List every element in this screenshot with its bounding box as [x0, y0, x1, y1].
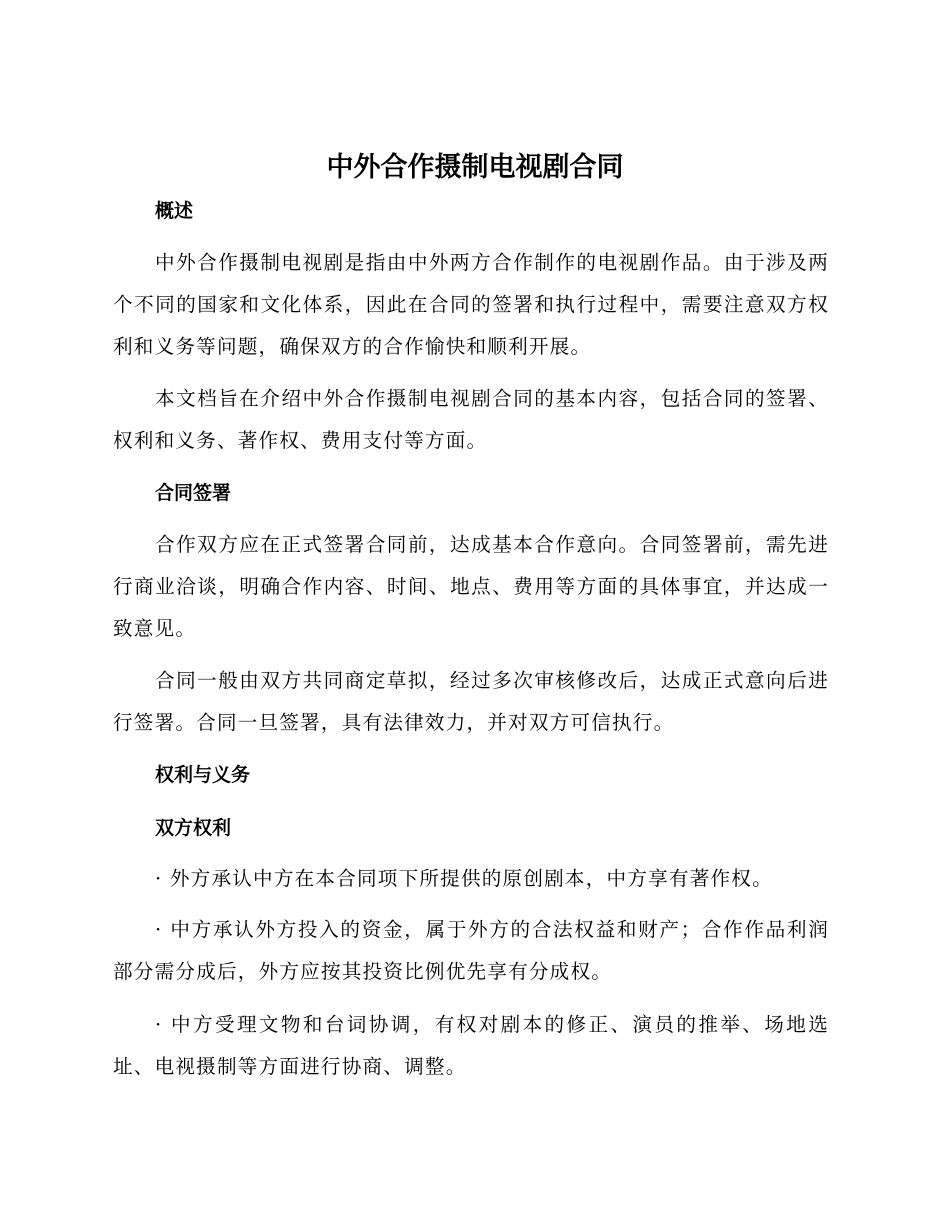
overview-paragraph-1: 中外合作摄制电视剧是指由中外两方合作制作的电视剧作品。由于涉及两个不同的国家和文化体系，因此在合同的签署和执行过程中，需要注意双方权利和义务等问题，确保双方的合作愉快和顺利开展。 — [113, 251, 829, 358]
document-title: 中外合作摄制电视剧合同 — [326, 152, 624, 183]
signing-paragraph-1: 合作双方应在正式签署合同前，达成基本合作意向。合同签署前，需先进行商业洽谈，明确合作内容、时间、地点、费用等方面的具体事宜，并达成一致意见。 — [113, 533, 829, 640]
signing-paragraph-2: 合同一般由双方共同商定草拟，经过多次审核修改后，达成正式意向后进行签署。合同一旦签署，具有法律效力，并对双方可信执行。 — [113, 669, 829, 734]
section-heading-rights: 权利与义务 — [155, 764, 251, 786]
section-heading-overview: 概述 — [155, 200, 194, 222]
section-heading-signing: 合同签署 — [155, 482, 232, 504]
overview-paragraph-2: 本文档旨在介绍中外合作摄制电视剧合同的基本内容，包括合同的签署、权利和义务、著作权、费用支付等方面。 — [113, 387, 829, 452]
rights-list-item-1: · 外方承认中方在本合同项下所提供的原创剧本，中方享有著作权。 — [155, 867, 773, 890]
rights-list-item-3: · 中方受理文物和台词协调，有权对剧本的修正、演员的推举、场地选址、电视摄制等方面进行协商、调整。 — [113, 1013, 829, 1078]
rights-list-item-2: · 中方承认外方投入的资金，属于外方的合法权益和财产；合作作品利润部分需分成后，外方应按其投资比例优先享有分成权。 — [113, 918, 829, 983]
subsection-heading-mutual-rights: 双方权利 — [155, 817, 232, 839]
